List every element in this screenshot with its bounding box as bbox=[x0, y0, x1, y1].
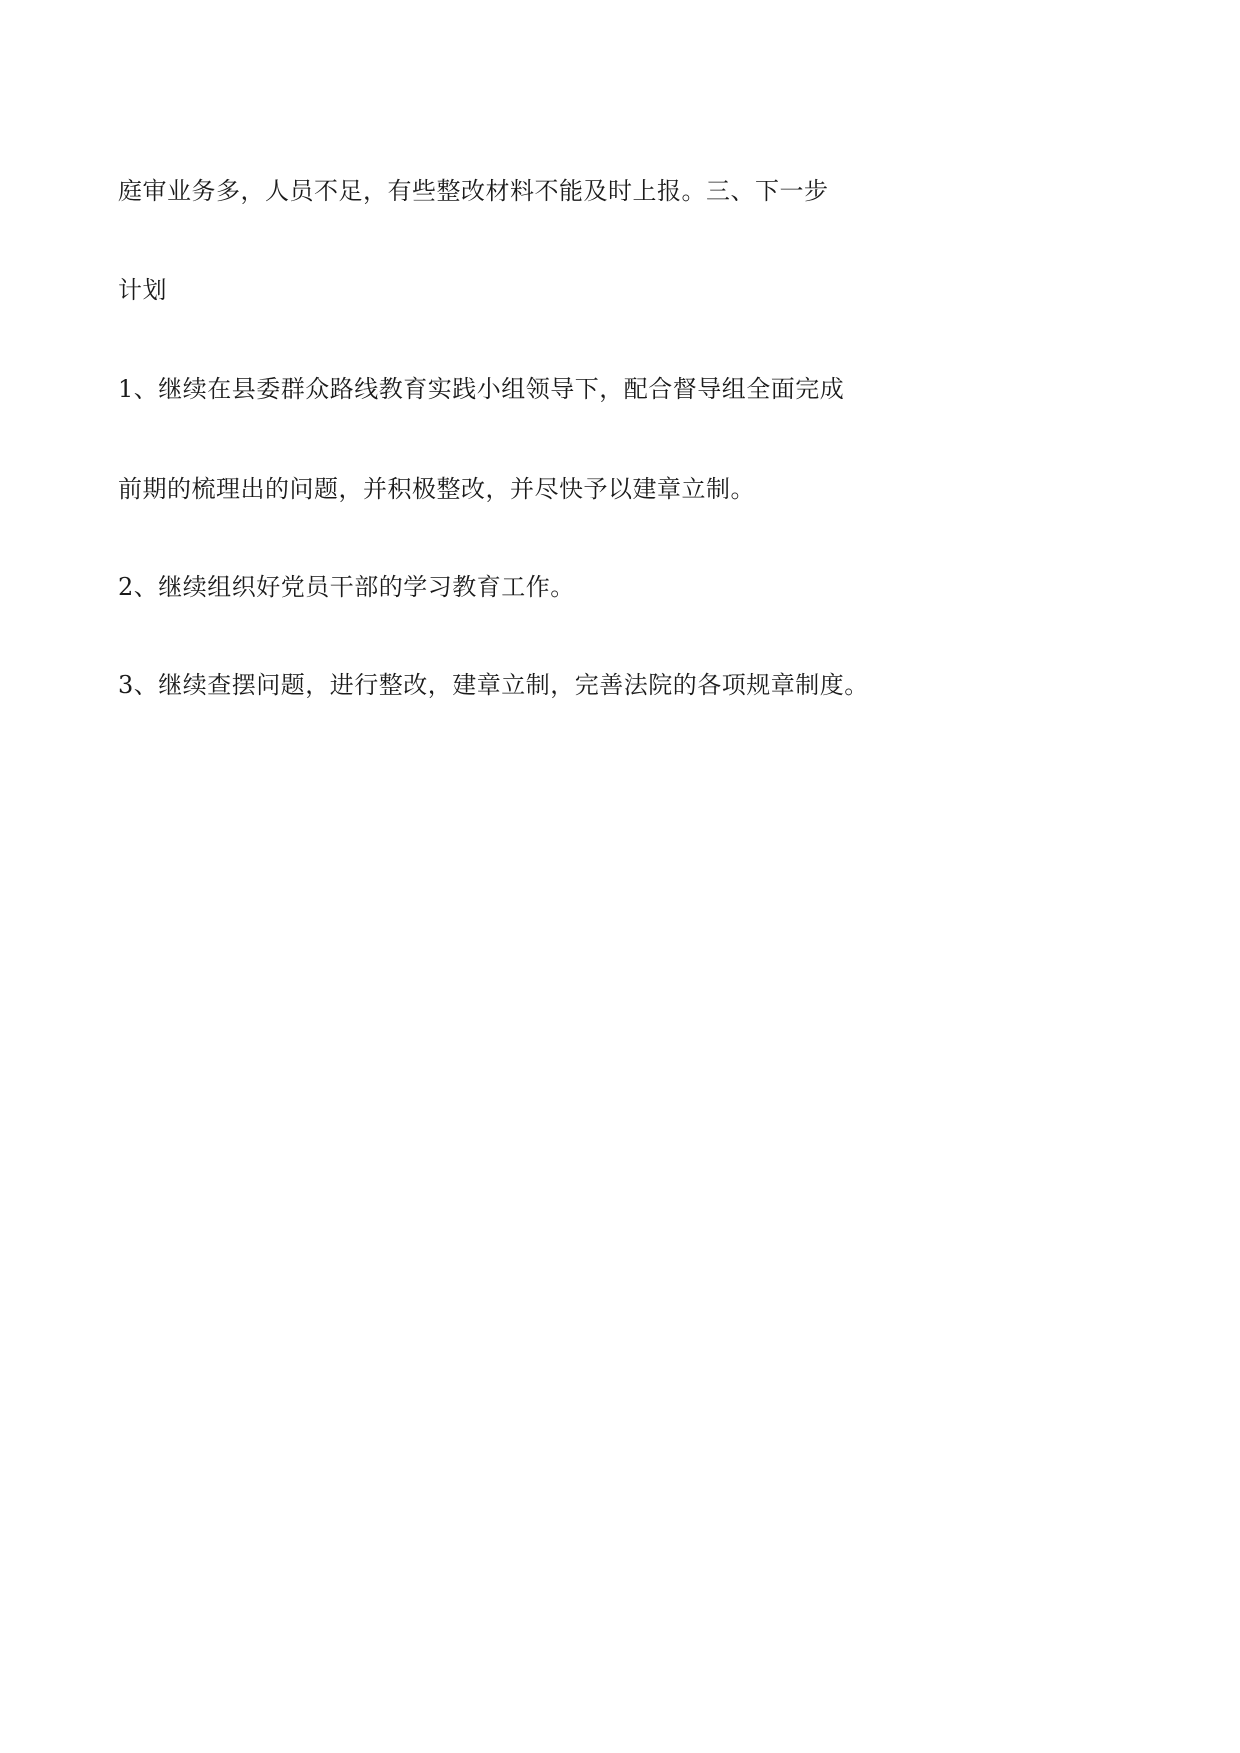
list-item-3: 3、继续查摆问题，进行整改，建章立制，完善法院的各项规章制度。 bbox=[118, 671, 869, 699]
list-item-1-continued: 前期的梳理出的问题，并积极整改，并尽快予以建章立制。 bbox=[118, 475, 755, 503]
body-text-line: 庭审业务多，人员不足，有些整改材料不能及时上报。三、下一步 bbox=[118, 177, 829, 205]
list-item-1: 1、继续在县委群众路线教育实践小组领导下，配合督导组全面完成 bbox=[118, 375, 845, 403]
list-item-2: 2、继续组织好党员干部的学习教育工作。 bbox=[118, 573, 575, 601]
body-text-line: 计划 bbox=[118, 276, 167, 304]
